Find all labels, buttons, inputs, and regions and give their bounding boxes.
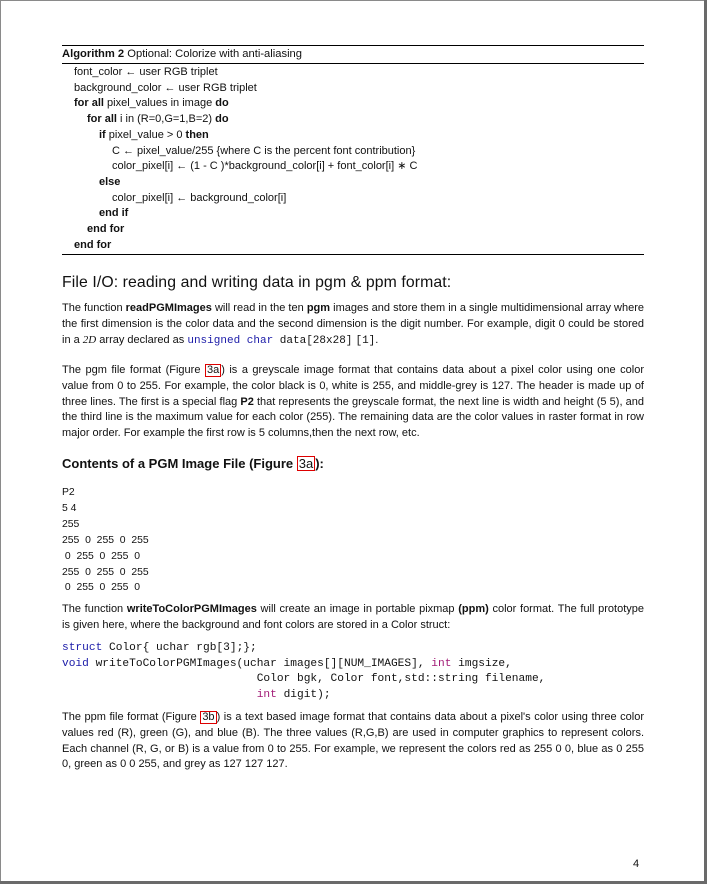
- algorithm-line-text: i in (R=0,G=1,B=2): [116, 113, 216, 126]
- algorithm-line-text: color_pixel[i] ← background_color[i]: [112, 191, 287, 204]
- algorithm-line: [62, 81, 644, 97]
- section-title-colon: :: [446, 274, 452, 291]
- para2-text-2: ) is a greyscale image format that contains data about a pixel color using one color value from 0 to 255. For example, the color black is 0, white is 255, and middle-grey is 127. The header is made up of three lines. The first is a special flag: [62, 364, 645, 408]
- algorithm-keyword: if: [99, 128, 106, 141]
- function-name-writetocolorpgmimages: writeToColorPGMImages: [126, 603, 257, 615]
- algorithm-line-text: pixel_values in image: [103, 97, 216, 110]
- code-line-3: Color bgk, Color font,std::string filename,: [62, 673, 546, 685]
- figure-ref-3a[interactable]: 3a: [206, 364, 220, 376]
- algorithm-line: [62, 128, 644, 144]
- algorithm-keyword: end for: [87, 223, 125, 236]
- citation-ref[interactable]: [1]: [355, 334, 376, 347]
- paragraph-write-color: [62, 602, 644, 634]
- algorithm-line: [62, 206, 644, 222]
- algorithm-keyword: do: [215, 113, 229, 126]
- figure-ref-3a-heading[interactable]: 3a: [298, 456, 314, 471]
- para4-text-2: ) is a text based image format that contains data about a pixel's color using three color values red (R), green (G), and blue (B). The three values (R,G,B) are used in computer graphics to represent colors. Each channel (R, G, or B) is a value from 0 to 255. For example, we represent the colors red as 255 0 0, blue as 0 255 0, green as 0 0 255, and grey as 127 127 127.: [62, 711, 644, 771]
- para1-text-2: will read in the ten: [211, 302, 307, 314]
- algorithm-line: [62, 112, 644, 128]
- paragraph-ppm-format: [62, 710, 644, 773]
- algorithm-line: [62, 175, 644, 191]
- para2-text-3: that represents the greyscale format, the next line is width and height (5 5), and the third line is the maximum value for each color (255). The remaining data are the color values in raster format in row major order. For example the first row is 5 columns,then the next row, etc.: [62, 395, 644, 440]
- algorithm-line: [62, 238, 644, 254]
- code-line-4-indent: [62, 689, 257, 701]
- algorithm-keyword: end for: [74, 238, 112, 251]
- code-line-1: Color{ uchar rgb[3];};: [102, 642, 257, 654]
- para2-bold-p2: P2: [240, 395, 254, 408]
- subsection-text-2: ):: [315, 456, 324, 471]
- algorithm-keyword: then: [185, 128, 209, 141]
- para2-text-1: The pgm file format (Figure: [62, 364, 205, 376]
- code-keyword-void: void: [62, 657, 89, 670]
- para1-bold-pgm: pgm: [306, 302, 331, 314]
- algorithm-caption: [62, 46, 644, 63]
- algorithm-line-text: background_color ← user RGB triplet: [74, 81, 257, 94]
- para1-period: .: [375, 333, 379, 346]
- para1-code-decl: data[28x28]: [273, 334, 353, 347]
- para3-text-3: color format. The full prototype is given here, where the background and font colors are stored in a Color struct:: [62, 603, 645, 631]
- algorithm-line: [62, 222, 644, 238]
- algorithm-bottom-rule: [62, 254, 644, 255]
- function-name-readpgmimages: readPGMImages: [125, 302, 212, 314]
- algorithm-keyword: else: [99, 175, 121, 188]
- para3-text-1: The function: [62, 603, 127, 615]
- paragraph-pgm-format: [62, 363, 644, 442]
- algorithm-line: [62, 65, 644, 81]
- para1-text-4: array declared as: [96, 333, 188, 346]
- algorithm-line: [62, 191, 644, 207]
- code-keyword-int-2: int: [256, 688, 277, 701]
- algorithm-line: [62, 159, 644, 175]
- para1-text-3: images and store them in a single multidimensional array where the first dimension is the color data and the second dimension is the digit number. For example, digit 0 could be stored in a: [62, 302, 644, 346]
- para1-text-1: The function: [62, 302, 126, 314]
- para1-code-type: unsigned char: [187, 334, 274, 347]
- algorithm-line-text: C ← pixel_value/255 {where C is the percent font contribution}: [112, 144, 416, 157]
- algorithm-box: [62, 45, 644, 255]
- code-keyword-int-1: int: [431, 657, 452, 670]
- code-line-2-end: imgsize,: [451, 657, 512, 670]
- code-line-4: digit);: [276, 688, 331, 701]
- algorithm-keyword: for all: [74, 97, 104, 110]
- para3-bold-ppm: (ppm): [458, 603, 489, 615]
- para4-text-1: The ppm file format (Figure: [62, 711, 201, 723]
- algorithm-keyword: end if: [99, 207, 129, 220]
- para1-math-2d: 2D: [82, 333, 97, 346]
- algorithm-line: [62, 96, 644, 112]
- section-title: File I/O: reading and writing data in pgm & ppm format: [62, 274, 447, 291]
- algorithm-title: Optional: Colorize with anti-aliasing: [127, 48, 302, 60]
- algorithm-line-text: pixel_value > 0: [105, 128, 186, 141]
- code-line-2: writeToColorPGMImages(uchar images[][NUM_IMAGES],: [88, 657, 432, 670]
- algorithm-line-text: color_pixel[i] ← (1 - C )*background_color[i] + font_color[i] ∗ C: [112, 160, 418, 173]
- page-number: 4: [633, 858, 640, 870]
- code-keyword-struct: struct: [62, 642, 103, 654]
- algorithm-keyword: do: [215, 97, 229, 110]
- figure-ref-3b[interactable]: 3b: [202, 711, 215, 723]
- algorithm-line: [62, 144, 644, 160]
- subsection-heading: [62, 456, 324, 471]
- para3-text-2: will create an image in portable pixmap: [256, 603, 459, 615]
- algorithm-keyword: for all: [87, 113, 117, 126]
- pgm-file-listing: P2 5 4 255 255 0 255 0 255 0 255 0 255 0 255 0 255 0 255 0 255 0 255 0: [62, 487, 149, 594]
- algorithm-body: [62, 64, 644, 253]
- algorithm-line-text: font_color ← user RGB triplet: [74, 66, 218, 78]
- algorithm-label: Algorithm 2: [62, 48, 125, 60]
- subsection-text-1: Contents of a PGM Image File (Figure: [62, 456, 297, 471]
- paragraph-read-pgm: [62, 301, 644, 349]
- code-listing: [62, 641, 545, 703]
- section-heading: [62, 274, 451, 292]
